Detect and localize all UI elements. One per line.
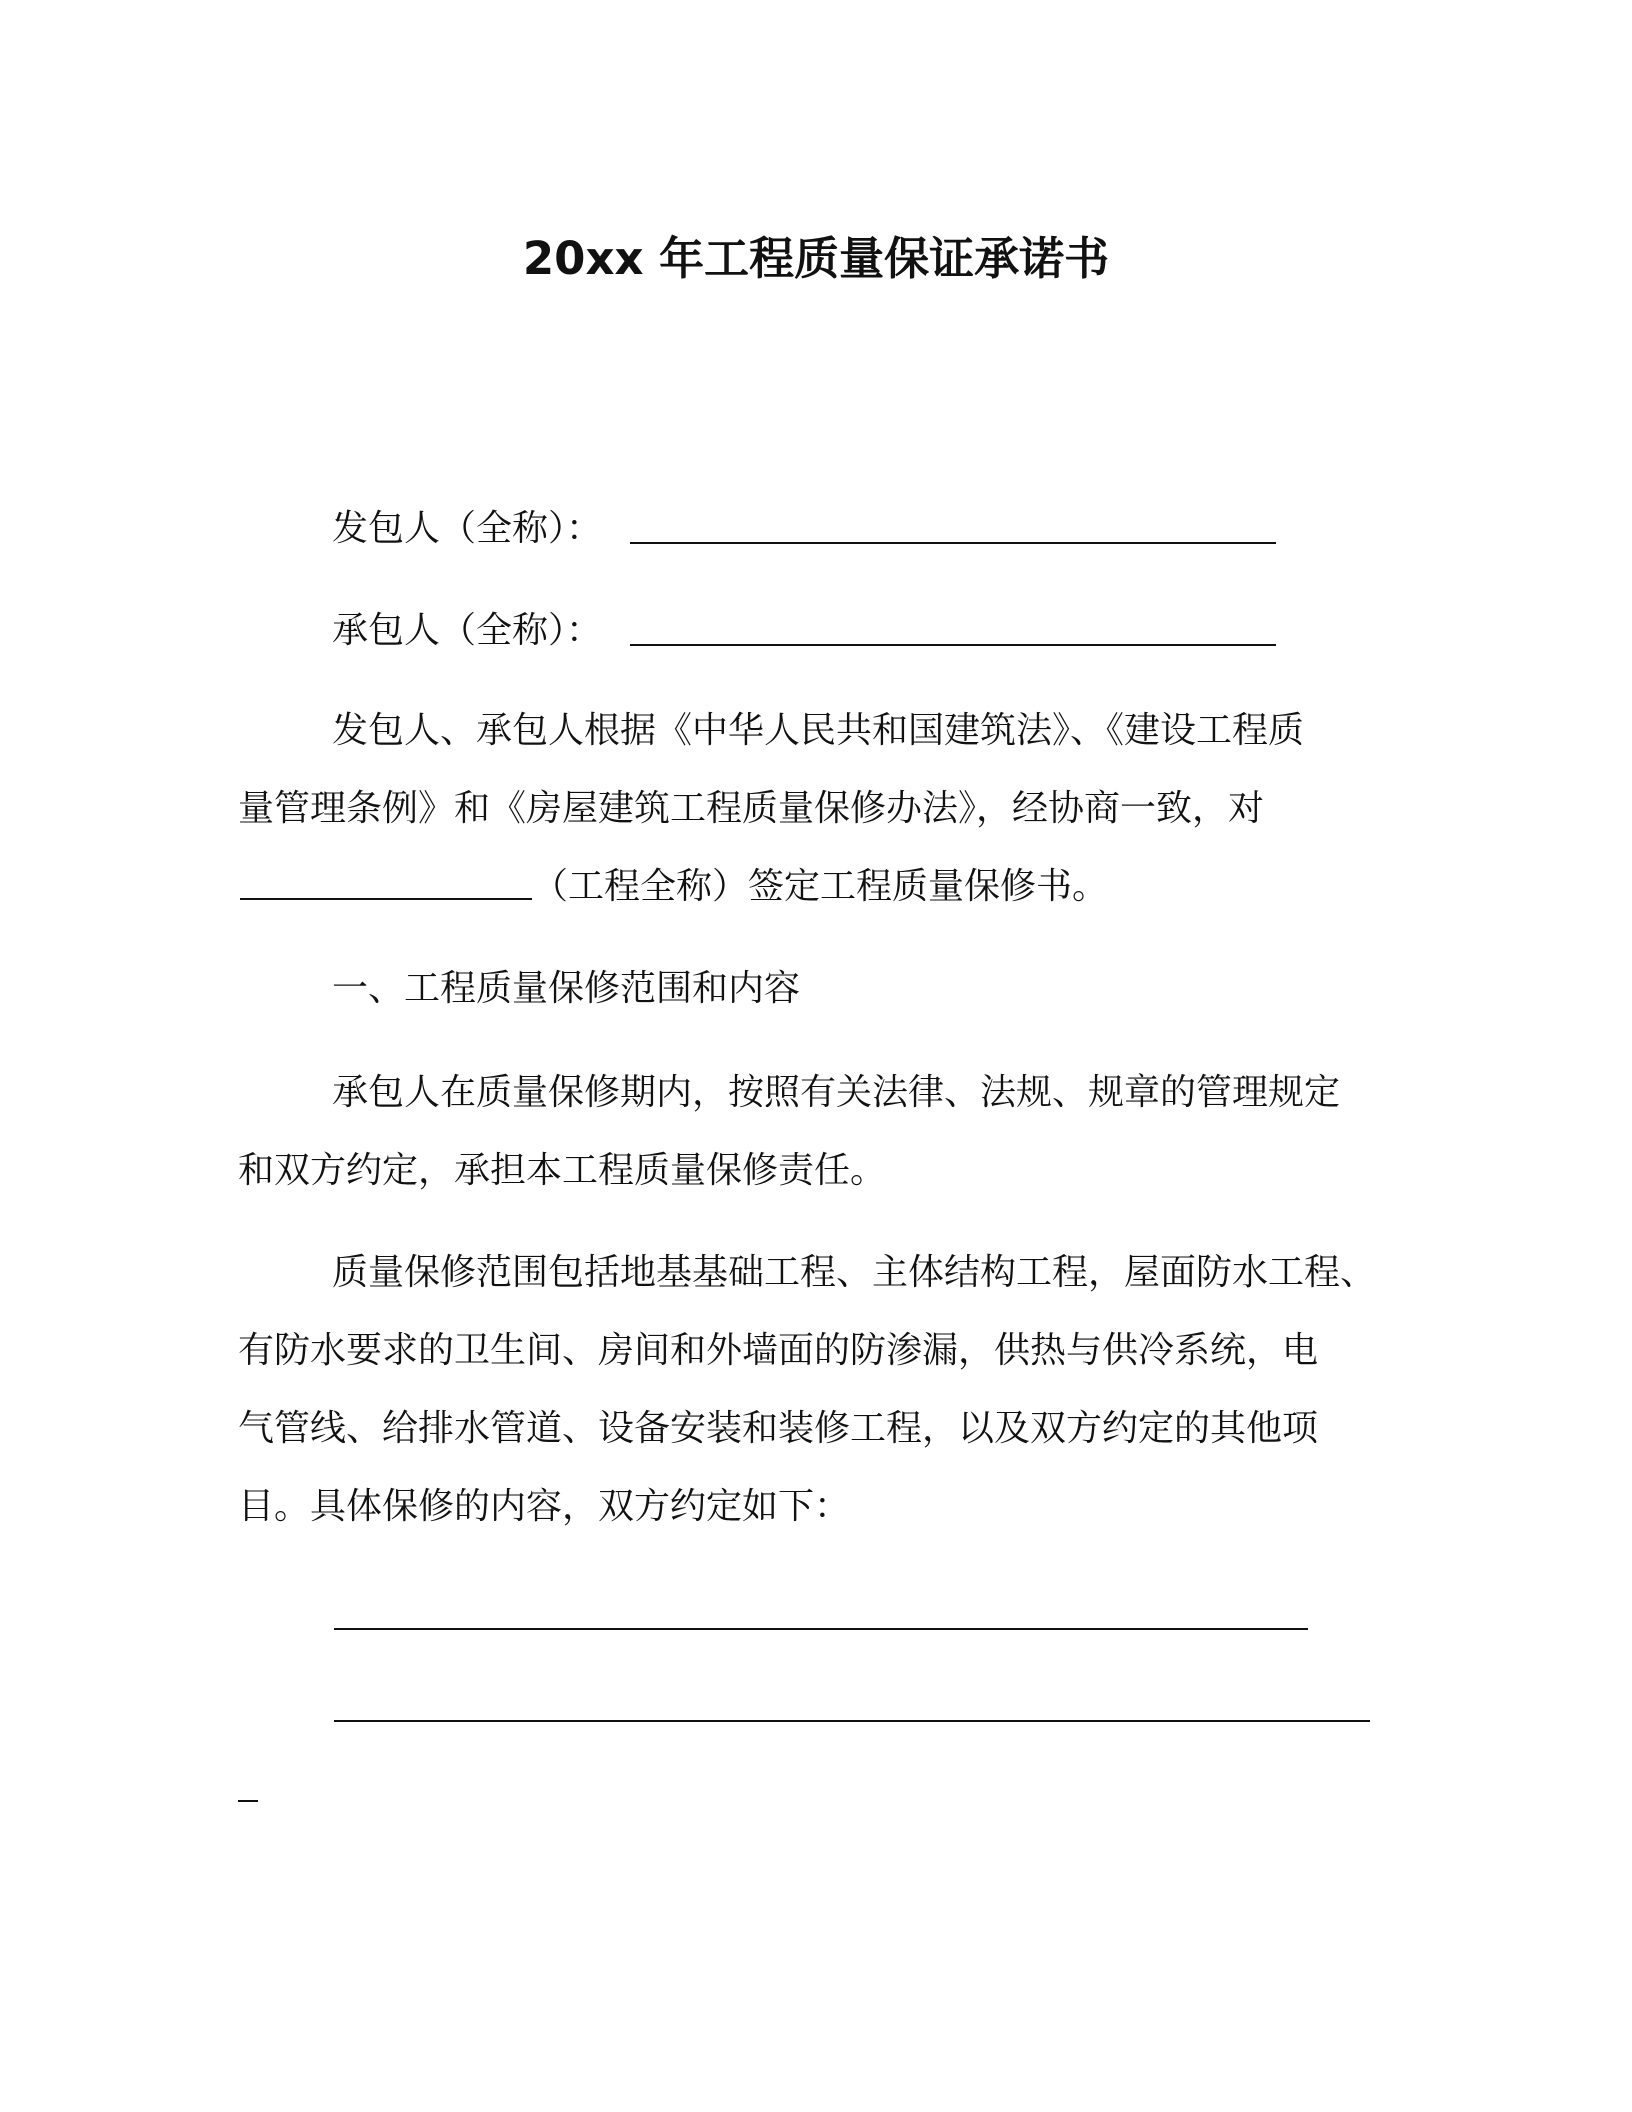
document-title: 20xx 年工程质量保证承诺书 (522, 232, 1110, 285)
paragraph-line: 气管线、给排水管道、设备安装和装修工程，以及双方约定的其他项 (238, 1408, 1319, 1449)
employer-line (332, 500, 602, 551)
paragraph-line: 有防水要求的卫生间、房间和外墙面的防渗漏，供热与供冷系统，电 (238, 1330, 1319, 1371)
warranty-content-blank[interactable] (334, 1690, 1370, 1722)
contractor-label: 承包人（全称）： (332, 610, 603, 651)
warranty-content-blank[interactable] (238, 1770, 258, 1802)
warranty-content-blank[interactable] (334, 1598, 1308, 1630)
paragraph-line: 量管理条例》和《房屋建筑工程质量保修办法》，经协商一致，对 (238, 788, 1265, 829)
contractor-line (332, 602, 602, 653)
paragraph-line: 质量保修范围包括地基基础工程、主体结构工程，屋面防水工程、 (332, 1252, 1377, 1293)
employer-name-blank[interactable] (630, 512, 1276, 544)
project-name-blank[interactable] (240, 868, 532, 900)
contractor-name-blank[interactable] (630, 614, 1276, 646)
paragraph-line: 承包人在质量保修期内，按照有关法律、法规、规章的管理规定 (332, 1072, 1341, 1113)
paragraph-line: （工程全称）签定工程质量保修书。 (532, 866, 1109, 907)
section-heading: 一、工程质量保修范围和内容 (332, 968, 801, 1009)
employer-label: 发包人（全称）： (332, 508, 603, 549)
paragraph-line: 发包人、承包人根据《中华人民共和国建筑法》、《建设工程质 (332, 710, 1305, 751)
paragraph-line: 和双方约定，承担本工程质量保修责任。 (238, 1150, 887, 1191)
paragraph-line: 目。具体保修的内容，双方约定如下： (238, 1486, 851, 1527)
